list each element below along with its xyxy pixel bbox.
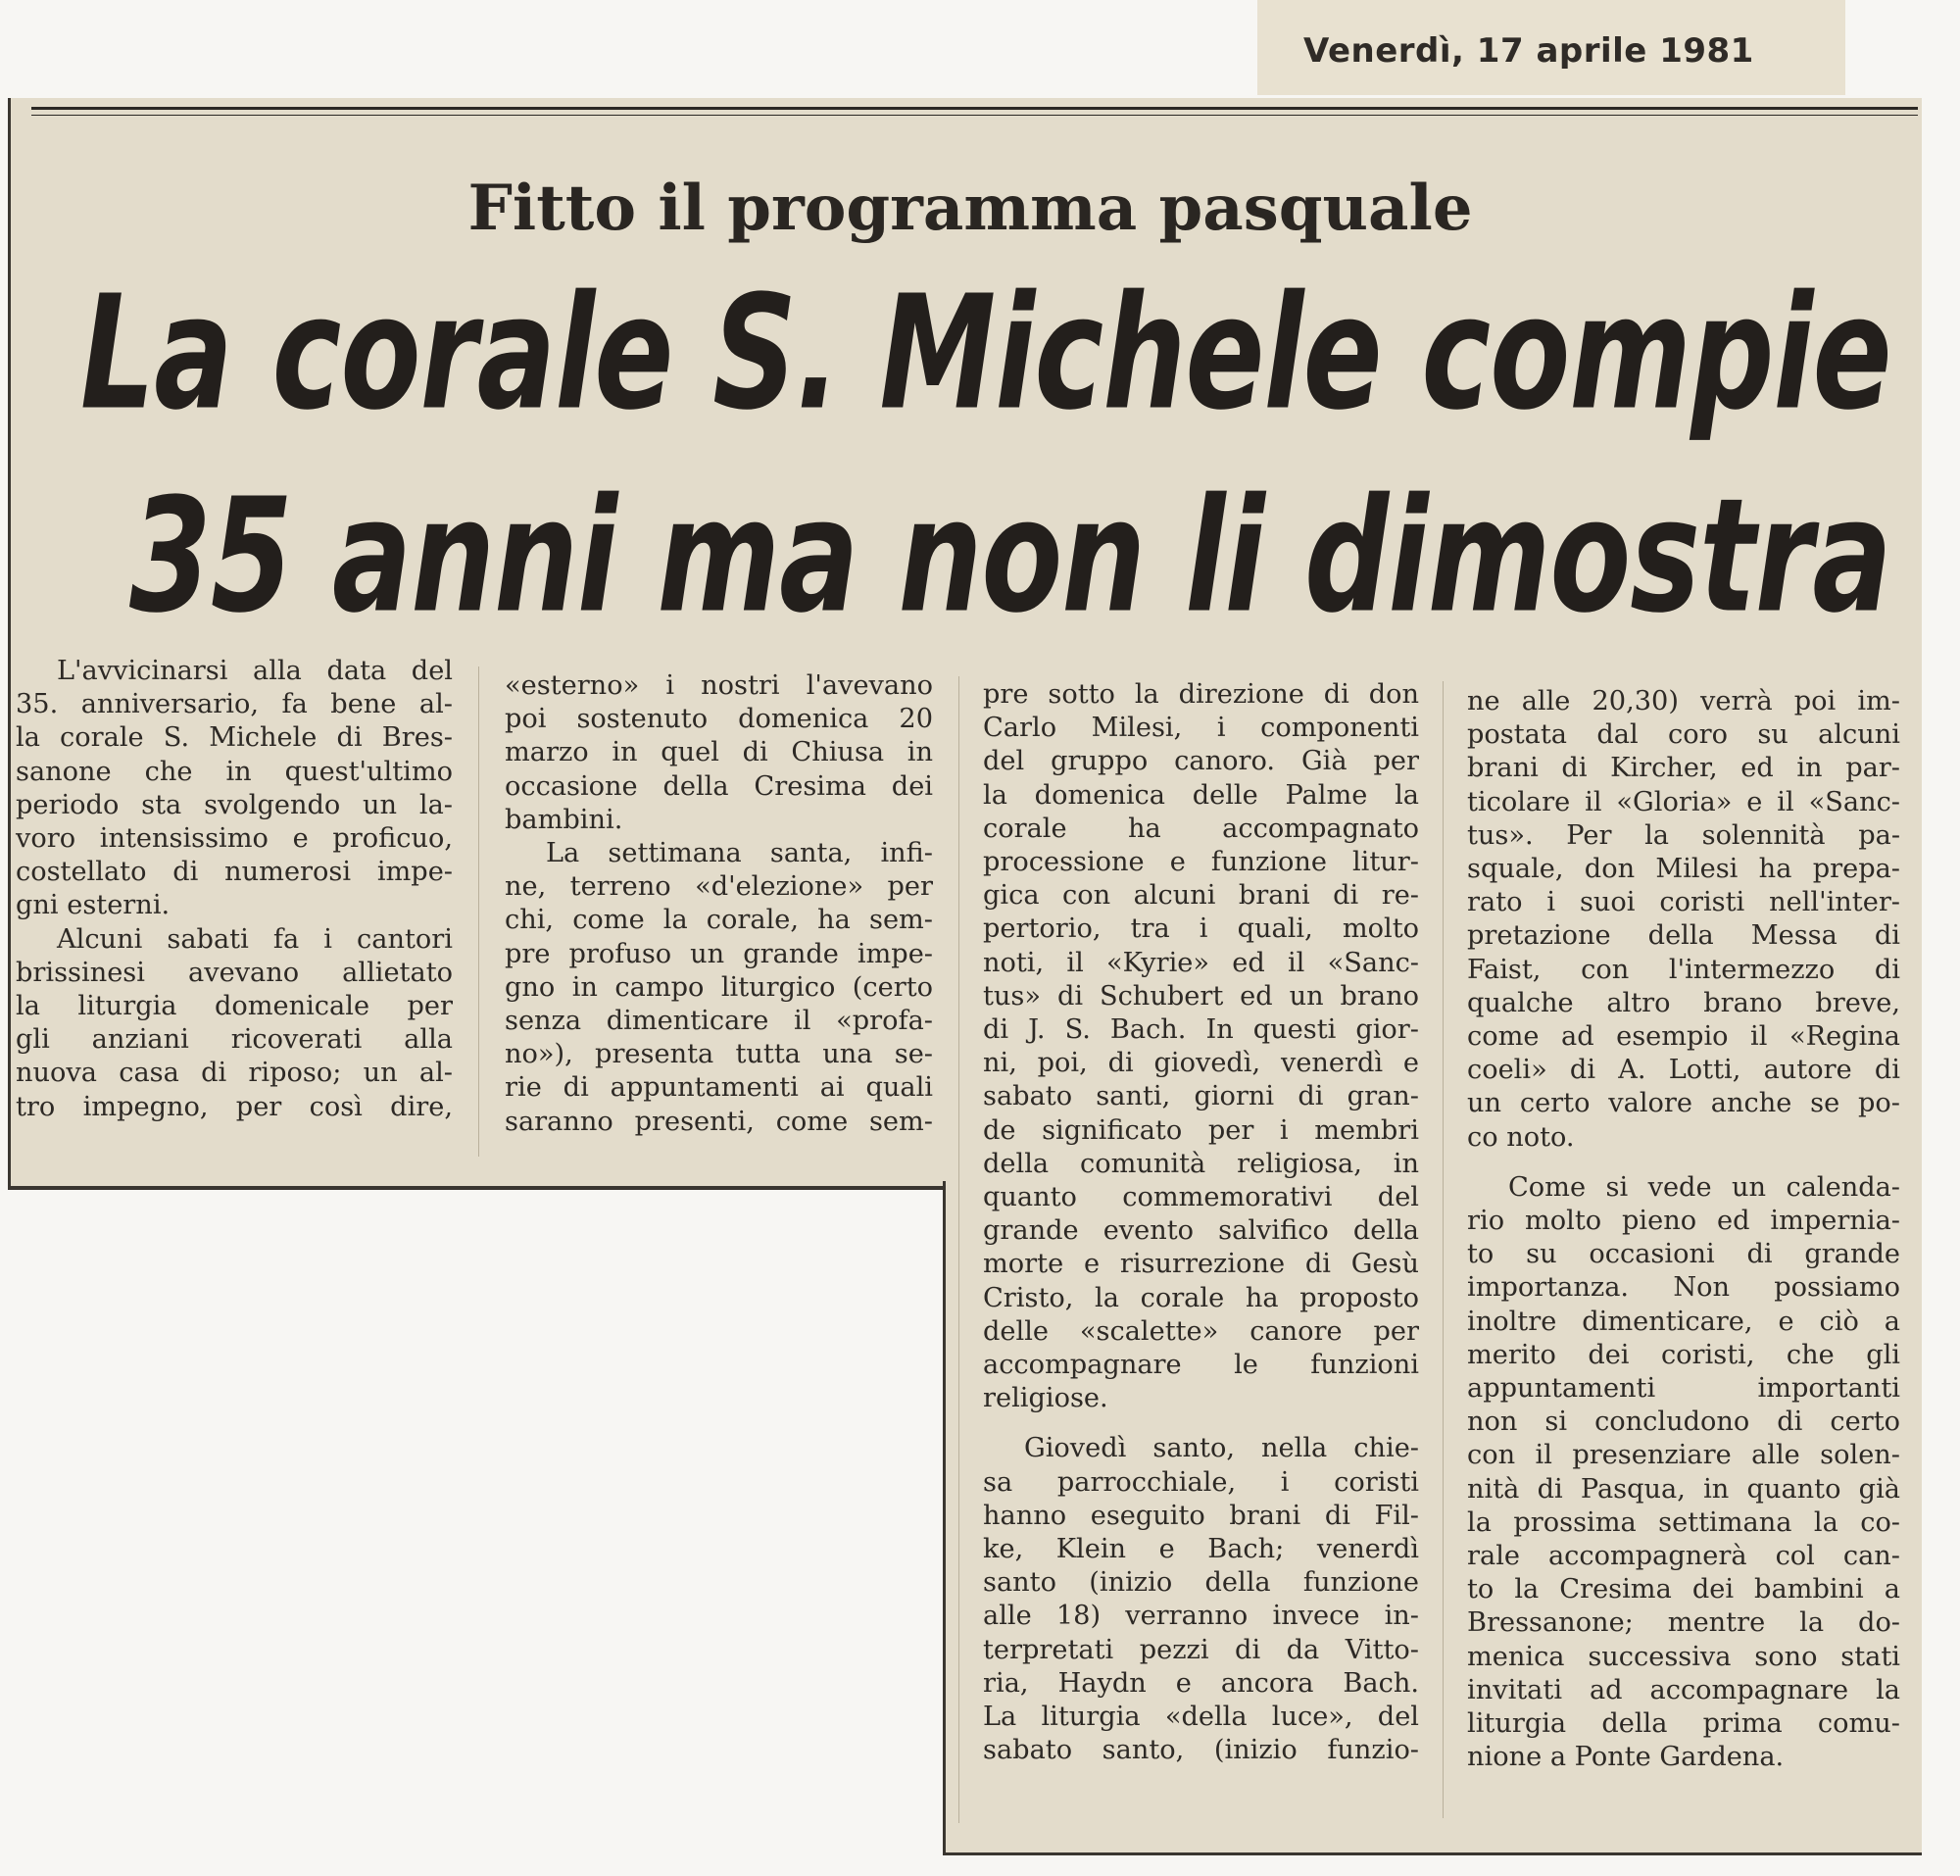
- text-line: invitati ad accompagnare la: [1467, 1674, 1900, 1705]
- text-line: pre profuso un grande impe-: [505, 938, 933, 969]
- text-line: nità di Pasqua, in quanto già: [1467, 1473, 1900, 1505]
- text-line: santo (inizio della funzione: [983, 1567, 1419, 1599]
- text-line: no»), presenta tutta una se-: [505, 1039, 933, 1070]
- text-line: la prossima settimana la co-: [1467, 1506, 1900, 1538]
- text-line: occasione della Cresima dei: [505, 770, 933, 802]
- text-line: qualche altro brano breve,: [1467, 987, 1900, 1018]
- text-line: saranno presenti, come sem-: [505, 1106, 933, 1137]
- text-line: bambini.: [505, 804, 623, 835]
- text-line: di J. S. Bach. In questi gior-: [983, 1014, 1419, 1046]
- text-line: pre sotto la direzione di don: [983, 679, 1419, 710]
- text-line: nuova casa di riposo; un al-: [16, 1058, 453, 1089]
- text-line: 35. anniversario, fa bene al-: [16, 689, 453, 720]
- text-line: pretazione della Messa di: [1467, 920, 1900, 952]
- article-column-2: [505, 669, 933, 1139]
- text-line: tro impegno, per così dire,: [16, 1091, 453, 1122]
- text-line: della comunità religiosa, in: [983, 1148, 1419, 1179]
- text-line: postata dal coro su alcuni: [1467, 719, 1900, 751]
- text-line: gno in campo liturgico (certo: [505, 971, 933, 1003]
- text-line: con il presenziare alle solen-: [1467, 1440, 1900, 1471]
- text-line: ke, Klein e Bach; venerdì: [983, 1534, 1419, 1565]
- text-line: hanno eseguito brani di Fil-: [983, 1500, 1419, 1531]
- text-line: tus» di Schubert ed un brano: [983, 980, 1419, 1012]
- text-line: Faist, con l'intermezzo di: [1467, 954, 1900, 985]
- text-line: de significato per i membri: [983, 1114, 1419, 1146]
- text-line: co noto.: [1467, 1121, 1575, 1153]
- article-column-3: [983, 678, 1419, 1768]
- article-column-4: [1467, 685, 1900, 1775]
- text-line: Alcuni sabati fa i cantori: [57, 923, 453, 955]
- column-separator: [958, 676, 959, 1823]
- text-line: non si concludono di certo: [1467, 1407, 1900, 1438]
- text-line: tus». Per la solennità pa-: [1467, 819, 1900, 851]
- text-line: ne alle 20,30) verrà poi im-: [1467, 686, 1900, 716]
- text-line: terpretati pezzi di da Vitto-: [983, 1634, 1419, 1665]
- text-line: rio molto pieno ed imperniа-: [1467, 1206, 1900, 1237]
- text-line: Carlo Milesi, i componenti: [983, 713, 1419, 744]
- text-line: quanto commemorativi del: [983, 1182, 1419, 1213]
- text-line: appuntamenti importanti: [1467, 1373, 1900, 1405]
- text-line: coeli» di A. Lotti, autore di: [1467, 1055, 1900, 1086]
- text-line: nione a Ponte Gardena.: [1467, 1742, 1785, 1773]
- text-line: to la Cresima dei bambini a: [1467, 1574, 1900, 1605]
- text-line: merito dei coristi, che gli: [1467, 1339, 1900, 1370]
- text-line: costellato di numerosi impe-: [16, 857, 453, 888]
- text-line: «esterno» i nostri l'avevano: [505, 670, 933, 701]
- text-line: marzo in quel di Chiusa in: [505, 737, 933, 768]
- text-line: sanone che in quest'ultimo: [16, 756, 453, 787]
- text-line: liturgia della prima comu-: [1467, 1708, 1900, 1740]
- main-headline-line-1: La corale S. Michele compie: [80, 263, 1891, 446]
- text-line: gli anziani ricoverati alla: [16, 1024, 453, 1056]
- text-line: sa parrocchiale, i coristi: [983, 1466, 1419, 1498]
- text-line: grande evento salvifico della: [983, 1215, 1419, 1247]
- text-line: Giovedì santo, nella chie-: [1024, 1433, 1419, 1464]
- top-rule-thin: [31, 115, 1918, 116]
- paragraph-gap: [983, 1415, 1419, 1432]
- text-line: sabato santo, (inizio funzio-: [983, 1735, 1419, 1766]
- text-line: senza dimenticare il «profa-: [505, 1006, 933, 1037]
- kicker-headline: Fitto il programma pasquale: [467, 172, 1473, 245]
- text-line: delle «scalette» canore per: [983, 1315, 1419, 1347]
- text-line: ticolare il «Gloria» e il «Sanc-: [1467, 786, 1900, 817]
- text-line: La liturgia «della luce», del: [983, 1702, 1419, 1733]
- text-line: corale ha accompagnato: [983, 813, 1419, 844]
- text-line: rato i suoi coristi nell'inter-: [1467, 887, 1900, 918]
- text-line: processione e funzione litur-: [983, 847, 1419, 878]
- text-line: voro intensissimo e proficuo,: [16, 823, 453, 855]
- text-line: L'avvicinarsi alla data del: [57, 656, 453, 686]
- text-line: menica successiva sono stati: [1467, 1641, 1900, 1672]
- text-line: come ad esempio il «Regina: [1467, 1021, 1900, 1053]
- text-line: ria, Haydn e ancora Bach.: [983, 1667, 1419, 1699]
- text-line: rale accompagnerà col can-: [1467, 1541, 1900, 1572]
- text-line: inoltre dimenticare, e ciò a: [1467, 1306, 1900, 1337]
- text-line: brissinesi avevano allietato: [16, 957, 453, 988]
- text-line: rie di appuntamenti ai quali: [505, 1072, 933, 1104]
- text-line: la liturgia domenicale per: [16, 991, 453, 1022]
- text-line: accompagnare le funzioni: [983, 1350, 1419, 1381]
- text-line: Cristo, la corale ha proposto: [983, 1282, 1419, 1313]
- text-line: pertorio, tra i quali, molto: [983, 913, 1419, 945]
- main-headline-line-2: 35 anni ma non li dimostra: [129, 466, 1891, 649]
- text-line: periodo sta svolgendo un la-: [16, 789, 453, 820]
- text-line: La settimana santa, infi-: [546, 838, 933, 869]
- text-line: brani di Kircher, ed in par-: [1467, 753, 1900, 784]
- text-line: to su occasioni di grande: [1467, 1239, 1900, 1270]
- text-line: la corale S. Michele di Bres-: [16, 722, 453, 754]
- text-line: Bressanone; mentre la do-: [1467, 1607, 1900, 1639]
- text-line: sabato santi, giorni di gran-: [983, 1081, 1419, 1112]
- paragraph-gap: [1467, 1155, 1900, 1171]
- text-line: ni, poi, di giovedì, venerdì e: [983, 1048, 1419, 1079]
- text-line: religiose.: [983, 1383, 1108, 1414]
- text-line: importanza. Non possiamo: [1467, 1272, 1900, 1304]
- text-line: gica con alcuni brani di re-: [983, 880, 1419, 912]
- text-line: del gruppo canoro. Già per: [983, 746, 1419, 777]
- column-separator: [1443, 681, 1444, 1818]
- text-line: chi, come la corale, ha sem-: [505, 905, 933, 936]
- text-line: alle 18) verranno invece in-: [983, 1601, 1419, 1632]
- text-line: noti, il «Kyrie» ed il «Sanc-: [983, 947, 1419, 978]
- text-line: Come si vede un calenda-: [1508, 1171, 1900, 1203]
- text-line: squale, don Milesi ha prepa-: [1467, 854, 1900, 885]
- text-line: gni esterni.: [16, 890, 171, 921]
- top-rule: [31, 107, 1918, 110]
- text-line: un certo valore anche se po-: [1467, 1088, 1900, 1119]
- article-column-1: [16, 655, 453, 1124]
- text-line: poi sostenuto domenica 20: [505, 704, 933, 735]
- publication-date: Venerdì, 17 aprile 1981: [1303, 31, 1754, 71]
- text-line: ne, terreno «d'elezione» per: [505, 871, 933, 903]
- column-separator: [478, 666, 479, 1157]
- text-line: morte e risurrezione di Gesù: [983, 1249, 1419, 1280]
- text-line: la domenica delle Palme la: [983, 779, 1419, 811]
